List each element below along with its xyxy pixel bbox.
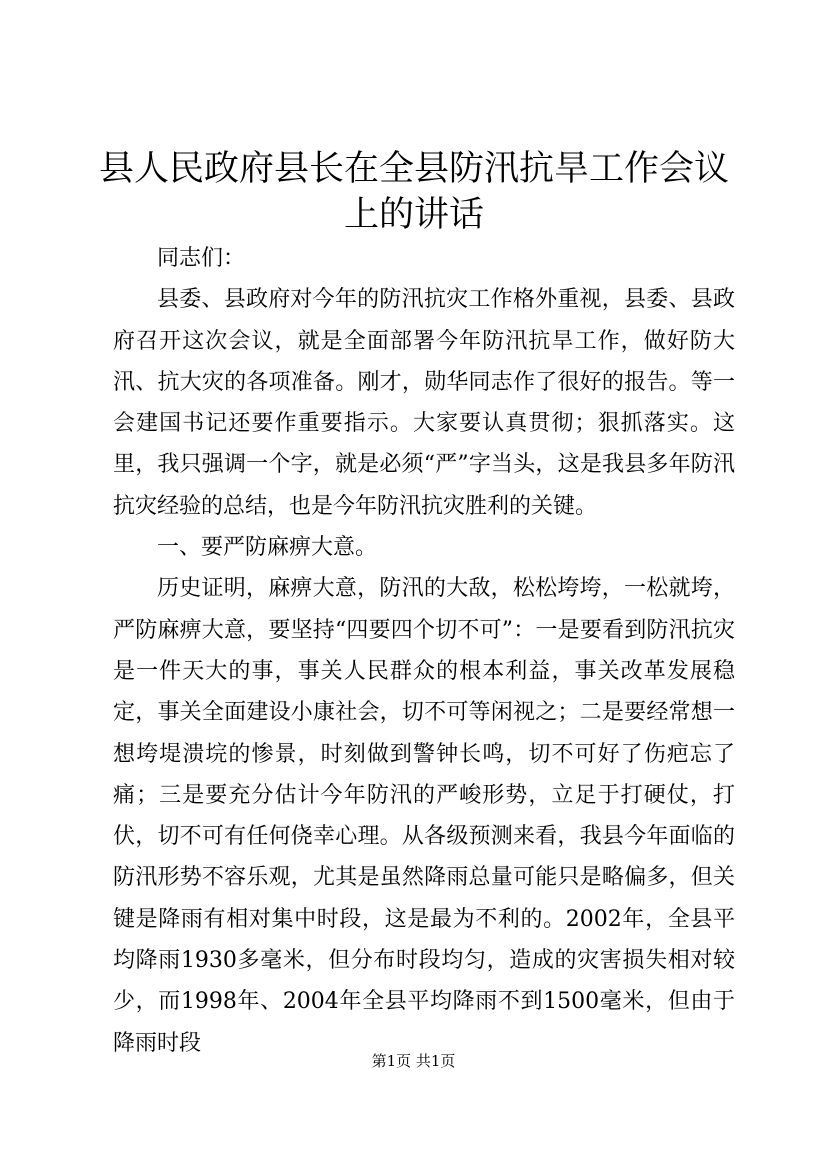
salutation-paragraph: 同志们：	[157, 246, 246, 271]
document-title: 县人民政府县长在全县防汛抗旱工作会议上的讲话	[98, 149, 729, 235]
page-number-footer: 第1页 共1页	[371, 1052, 456, 1070]
document-body	[113, 238, 735, 1064]
intro-paragraph: 县委、县政府对今年的防汛抗灾工作格外重视，县委、县政府召开这次会议，就是全面部署今年防汛抗旱工作，做好防大汛、抗大灾的各项准备。刚才，勋华同志作了很好的报告。等一会建国书记还要作重要指示。大家要认真贯彻；狠抓落实。这里，我只强调一个字，就是必须“严”字当头，这是我县多年防汛抗灾经验的总结，也是今年防汛抗灾胜利的关键。	[113, 287, 735, 519]
section-1-paragraph: 历史证明，麻痹大意，防汛的大敌，松松垮垮，一松就垮，严防麻痹大意，要坚持“四要四个切不可”：一是要看到防汛抗灾是一件天大的事，事关人民群众的根本利益，事关改革发展稳定，事关全面建设小康社会，切不可等闲视之；二是要经常想一想垮堤溃垸的惨景，时刻做到警钟长鸣，切不可好了伤疤忘了痛；三是要充分估计今年防汛的严峻形势，立足于打硬仗，打伏，切不可有任何侥幸心理。从各级预测来看，我县今年面临的防汛形势不容乐观，尤其是虽然降雨总量可能只是略偏多，但关键是降雨有相对集中时段，这是最为不利的。2002年，全县平均降雨1930多毫米，但分布时段均匀，造成的灾害损失相对较少，而1998年、2004年全县平均降雨不到1500毫米，但由于降雨时段	[113, 576, 735, 1056]
section-heading-1: 一、要严防麻痹大意。	[157, 535, 378, 561]
